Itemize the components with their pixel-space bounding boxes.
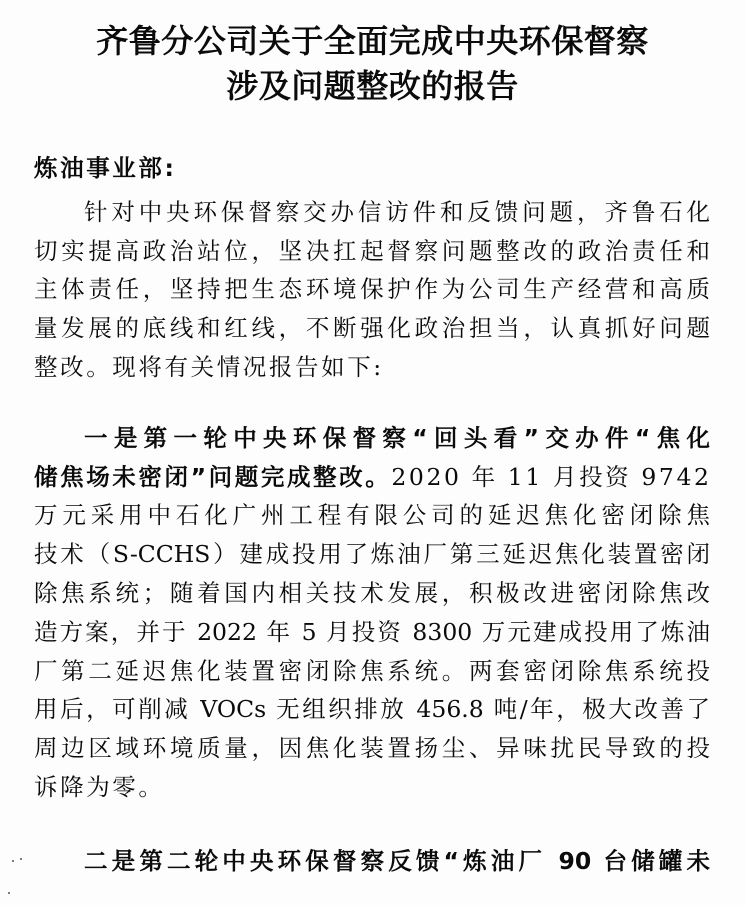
paragraph-1-line-3: 主体责任，坚持把生态环境保护作为公司生产经营和高质 — [34, 275, 710, 303]
paragraph-2-line-3: 万元采用中石化广州工程有限公司的延迟焦化密闭除焦 — [34, 501, 710, 529]
paragraph-2-line-8: 用后，可削减 VOCs 无组织排放 456.8 吨/年，极大改善了 — [34, 695, 710, 723]
paragraph-1-line-4: 量发展的底线和红线，不断强化政治担当，认真抓好问题 — [34, 314, 710, 342]
paragraph-2-line-1: 一是第一轮中央环保督察“回头看”交办件“焦化 — [84, 424, 710, 452]
paragraph-2-line-6: 造方案，并于 2022 年 5 月投资 8300 万元建成投用了炼油 — [34, 618, 710, 646]
paragraph-2-line-5: 除焦系统；随着国内相关技术发展，积极改进密闭除焦改 — [34, 579, 710, 607]
paragraph-2-line-10: 诉降为零。 — [34, 773, 165, 801]
scan-speck — [12, 860, 14, 862]
report-title-line-1: 齐鲁分公司关于全面完成中央环保督察 — [96, 22, 649, 60]
paragraph-1-line-5: 整改。现将有关情况报告如下: — [34, 353, 384, 381]
paragraph-2-line-2-rest: 2020 年 11 月投资 9742 — [391, 463, 712, 491]
paragraph-2-line-7: 厂第二延迟焦化装置密闭除焦系统。两套密闭除焦系统投 — [34, 657, 710, 685]
paragraph-2-line-9: 周边区域环境质量，因焦化装置扬尘、异味扰民导致的投 — [34, 734, 710, 762]
paragraph-1-line-1: 针对中央环保督察交办信访件和反馈问题，齐鲁石化 — [84, 198, 710, 226]
paragraph-3-line-1: 二是第二轮中央环保督察反馈“炼油厂 90 台储罐未 — [84, 847, 710, 875]
scan-speck — [20, 858, 22, 860]
paragraph-2-line-2 — [34, 459, 710, 495]
paragraph-1-line-2: 切实提高政治站位，坚决扛起督察问题整改的政治责任和 — [34, 237, 710, 265]
paragraph-2-heading-end: 储焦场未密闭”问题完成整改。 — [34, 463, 392, 491]
paragraph-2-line-4: 技术（S-CCHS）建成投用了炼油厂第三延迟焦化装置密闭 — [34, 540, 710, 568]
scan-speck — [8, 892, 10, 894]
salutation: 炼油事业部: — [34, 154, 177, 182]
report-title-line-2: 涉及问题整改的报告 — [226, 67, 519, 105]
